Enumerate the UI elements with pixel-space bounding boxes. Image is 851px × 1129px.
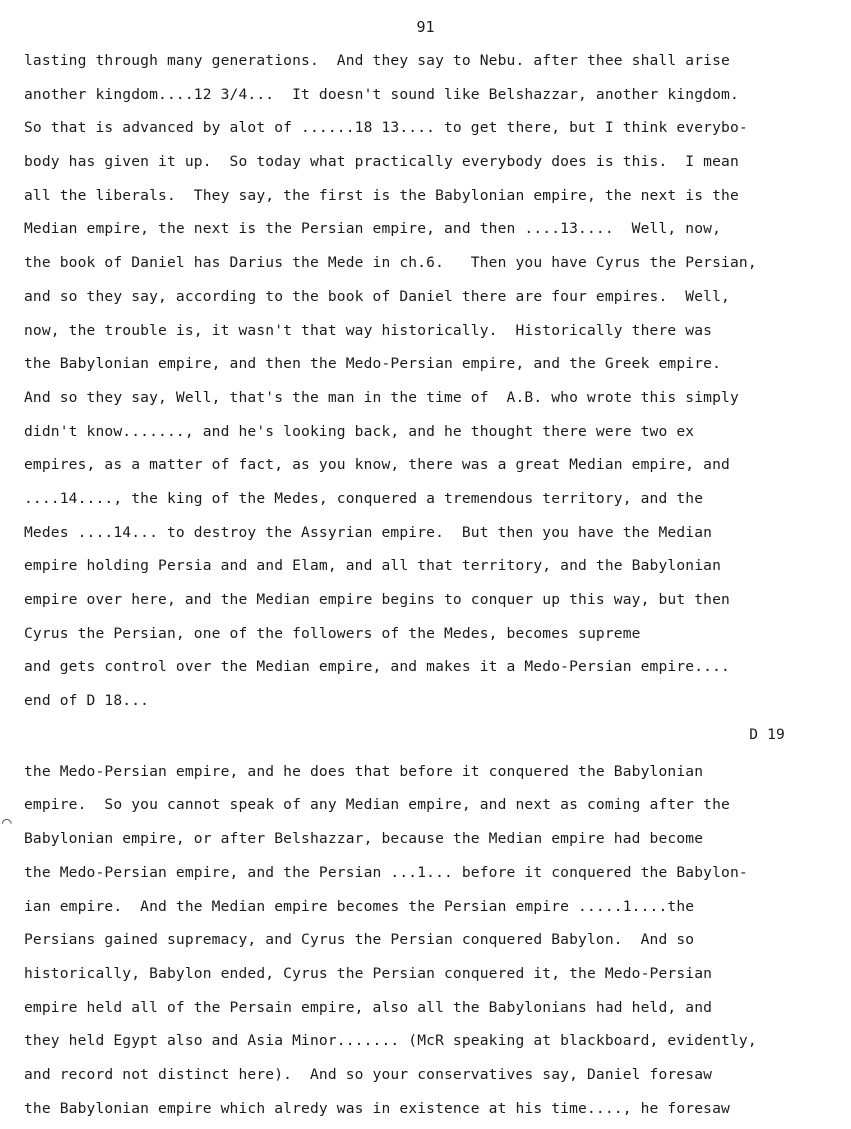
text-line: empire. So you cannot speak of any Median empire, and next as coming after the <box>24 796 730 814</box>
text-line: And so they say, Well, that's the man in the time of A.B. who wrote this simply <box>24 388 739 406</box>
text-line: Babylonian empire, or after Belshazzar, because the Median empire had become <box>24 830 704 848</box>
text-line: the Babylonian empire which alredy was in existence at his time...., he foresaw <box>24 1099 730 1117</box>
text-line: lasting through many generations. And they say to Nebu. after thee shall arise <box>24 52 730 69</box>
text-line: empire held all of the Persain empire, also all the Babylonians had held, and <box>24 998 713 1016</box>
text-line: didn't know......., and he's looking back, and he thought there were two ex <box>24 422 695 440</box>
text-line: the Medo-Persian empire, and he does that before it conquered the Babylonian <box>24 762 704 780</box>
margin-pencil-mark: ⌒ <box>2 812 12 831</box>
text-line: and record not distinct here). And so your conservatives say, Daniel foresaw <box>24 1065 713 1083</box>
text-line: ian empire. And the Median empire becomes the Persian empire .....1....the <box>24 897 695 915</box>
text-line: historically, Babylon ended, Cyrus the Persian conquered it, the Medo-Persian <box>24 964 713 982</box>
text-line: empires, as a matter of fact, as you know, there was a great Median empire, and <box>24 456 730 474</box>
text-line: So that is advanced by alot of ......18 13.... to get there, but I think everybo- <box>24 119 748 137</box>
text-line: and gets control over the Median empire, and makes it a Medo-Persian empire.... <box>24 658 730 676</box>
text-line: the Babylonian empire, and then the Medo-Persian empire, and the Greek empire. <box>24 355 722 373</box>
transcript-body <box>24 48 851 1129</box>
text-line: they held Egypt also and Asia Minor....... (McR speaking at blackboard, evidently, <box>24 1032 757 1050</box>
text-line: body has given it up. So today what practically everybody does is this. I mean <box>24 153 739 171</box>
text-line: empire over here, and the Median empire begins to conquer up this way, but then <box>24 591 730 608</box>
text-line: all the liberals. They say, the first is the Babylonian empire, the next is the <box>24 186 739 204</box>
text-line: the book of Daniel has Darius the Mede in ch.6. Then you have Cyrus the Persian, <box>24 254 757 272</box>
text-line: now, the trouble is, it wasn't that way historically. Historically there was <box>24 321 713 339</box>
text-line: ....14...., the king of the Medes, conquered a tremendous territory, and the <box>24 489 704 507</box>
text-line: Medes ....14... to destroy the Assyrian empire. But then you have the Median <box>24 523 713 541</box>
text-line: the Medo-Persian empire, and the Persian ...1... before it conquered the Babylon- <box>24 863 748 881</box>
text-line: Cyrus the Persian, one of the followers of the Medes, becomes supreme <box>24 624 641 642</box>
text-line: and so they say, according to the book of Daniel there are four empires. Well, <box>24 287 730 305</box>
text-line: Median empire, the next is the Persian empire, and then ....13.... Well, now, <box>24 220 722 238</box>
text-line: Persians gained supremacy, and Cyrus the Persian conquered Babylon. And so <box>24 931 695 949</box>
section-marker: D 19 <box>749 725 785 743</box>
page-number: 91 <box>416 18 435 36</box>
text-line: empire holding Persia and and Elam, and all that territory, and the Babylonian <box>24 557 722 575</box>
text-line: end of D 18... <box>24 692 150 710</box>
text-line: another kingdom....12 3/4... It doesn't sound like Belshazzar, another kingdom. <box>24 85 739 103</box>
section-marker-row <box>24 722 851 759</box>
